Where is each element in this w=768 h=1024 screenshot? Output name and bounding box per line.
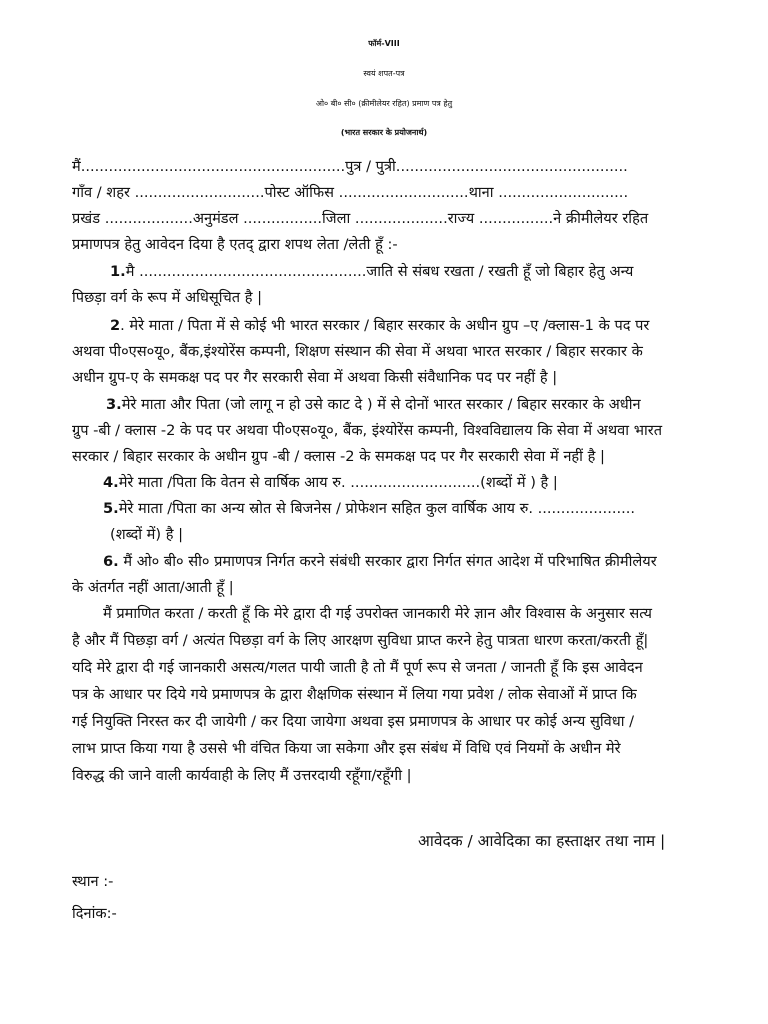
clause-1-cont: पिछड़ा वर्ग के रूप में अधिसूचित है | xyxy=(72,289,263,306)
clause-5-cont: (शब्दों में) है | xyxy=(110,526,184,543)
clause-3 xyxy=(106,395,641,415)
clause-5-text: मेरे माता /पिता का अन्य स्रोत से बिजनेस / प्रोफेशन सहित कुल वार्षिक आय रु. ..................... xyxy=(118,500,636,517)
clause-1-text: मै .................................................जाति से संबध रखता / रखती हूँ जो बिहार हेतु अन्य xyxy=(125,263,634,280)
clause-3-text: मेरे माता और पिता (जो लागू न हो उसे काट दे ) में से दोनों भारत सरकार / बिहार सरकार के अधीन xyxy=(121,396,641,413)
clause-6-text: मैं ओ० बी० सी० प्रमाणपत्र निर्गत करने संबंधी सरकार द्वारा निर्गत संगत आदेश में परिभाषित क्रीमीलेयर xyxy=(118,553,657,570)
clause-2-cont-1: अथवा पी०एस०यू०, बैंक,इंश्योरेंस कम्पनी, शिक्षण संस्थान की सेवा में अथवा भारत सरकार / बिहार सरकार के xyxy=(72,343,643,360)
name-line: मैं.........................................................पुत्र / पुत्री.................................................. xyxy=(72,158,628,175)
declaration-line-3: यदि मेरे द्वारा दी गई जानकारी असत्य/गलत पायी जाती है तो मैं पूर्ण रूप से जनता / जानती हूँ कि इस आवेदन xyxy=(72,659,643,676)
clause-2 xyxy=(110,316,649,336)
address-line: गाँव / शहर ............................पोस्ट ऑफिस ............................थाना ............................ xyxy=(72,184,629,201)
clause-1 xyxy=(110,262,633,282)
clause-6-number: 6. xyxy=(103,553,119,570)
clause-6 xyxy=(103,552,657,572)
signature-label: आवेदक / आवेदिका का हस्ताक्षर तथा नाम | xyxy=(418,832,666,850)
clause-5 xyxy=(103,499,635,519)
declaration-line-5: गई नियुक्ति निरस्त कर दी जायेगी / कर दिया जायेगा अथवा इस प्रमाणपत्र के आधार पर कोई अन्य सुविधा / xyxy=(72,713,635,730)
declaration-line-4: पत्र के आधार पर दिये गये प्रमाणपत्र के द्वारा शैक्षणिक संस्थान में लिया गया प्रवेश / लोक सेवाओं में प्राप्त कि xyxy=(72,686,637,703)
clause-2-number: 2 xyxy=(110,317,121,334)
clause-2-cont-2: अधीन ग्रुप-ए के समकक्ष पद पर गैर सरकारी सेवा में अथवा किसी संवैधानिक पद पर नहीं है | xyxy=(72,369,558,386)
declaration-line-6: लाभ प्राप्त किया गया है उससे भी वंचित किया जा सकेगा और इस संबंध में विधि एवं नियमों के अधीन मेरे xyxy=(72,740,621,757)
clause-6-cont: के अंतर्गत नहीं आता/आती हूँ | xyxy=(72,579,234,596)
clause-3-number: 3. xyxy=(106,396,122,413)
declaration-line-7: विरुद्ध की जाने वाली कार्यवाही के लिए मैं उत्तरदायी रहूँगा/रहूँगी | xyxy=(72,767,412,784)
form-title: स्वयं शपत-पत्र xyxy=(363,69,405,78)
clause-2-text: . मेरे माता / पिता में से कोई भी भारत सरकार / बिहार सरकार के अधीन ग्रुप –ए /क्लास-1 के पद पर xyxy=(120,317,650,334)
declaration-line-2: है और मैं पिछड़ा वर्ग / अत्यंत पिछड़ा वर्ग के लिए आरक्षण सुविधा प्राप्त करने हेतु पात्रता धारण करता/करती हूँ| xyxy=(72,632,649,649)
oath-line: प्रमाणपत्र हेतु आवेदन दिया है एतद् द्वारा शपथ लेता /लेती हूँ :- xyxy=(72,236,398,253)
clause-1-number: 1. xyxy=(110,263,126,280)
clause-5-number: 5. xyxy=(103,500,119,517)
date-label: दिनांक:- xyxy=(72,905,117,922)
declaration-line-1: मैं प्रमाणित करता / करती हूँ कि मेरे द्वारा दी गई उपरोक्त जानकारी मेरे ज्ञान और विश्वास के अनुसार सत्य xyxy=(103,605,652,622)
district-line: प्रखंड ...................अनुमंडल .................जिला ....................राज्य ................ने क्रीमीलेयर रहित xyxy=(72,210,649,227)
clause-4 xyxy=(103,473,558,493)
form-subtitle: ओ० बी० सी० (क्रीमीलेयर रहित) प्रमाण पत्र हेतु xyxy=(315,99,453,108)
clause-4-number: 4. xyxy=(103,474,119,491)
place-label: स्थान :- xyxy=(72,873,114,890)
form-number: फॉर्म-VIII xyxy=(368,39,400,48)
clause-4-text: मेरे माता /पिता कि वेतन से वार्षिक आय रु. ............................(शब्दों में ) है | xyxy=(118,474,558,491)
clause-3-cont-1: ग्रुप -बी / क्लास -2 के पद पर अथवा पी०एस०यू०, बैंक, इंश्योरेंस कम्पनी, विश्वविद्यालय कि सेवा में अथवा भारत xyxy=(72,422,663,439)
form-purpose: (भारत सरकार के प्रयोजनार्थ) xyxy=(340,128,428,137)
clause-3-cont-2: सरकार / बिहार सरकार के अधीन ग्रुप -बी / क्लास -2 के समकक्ष पद पर गैर सरकारी सेवा में नहीं है | xyxy=(72,448,605,465)
